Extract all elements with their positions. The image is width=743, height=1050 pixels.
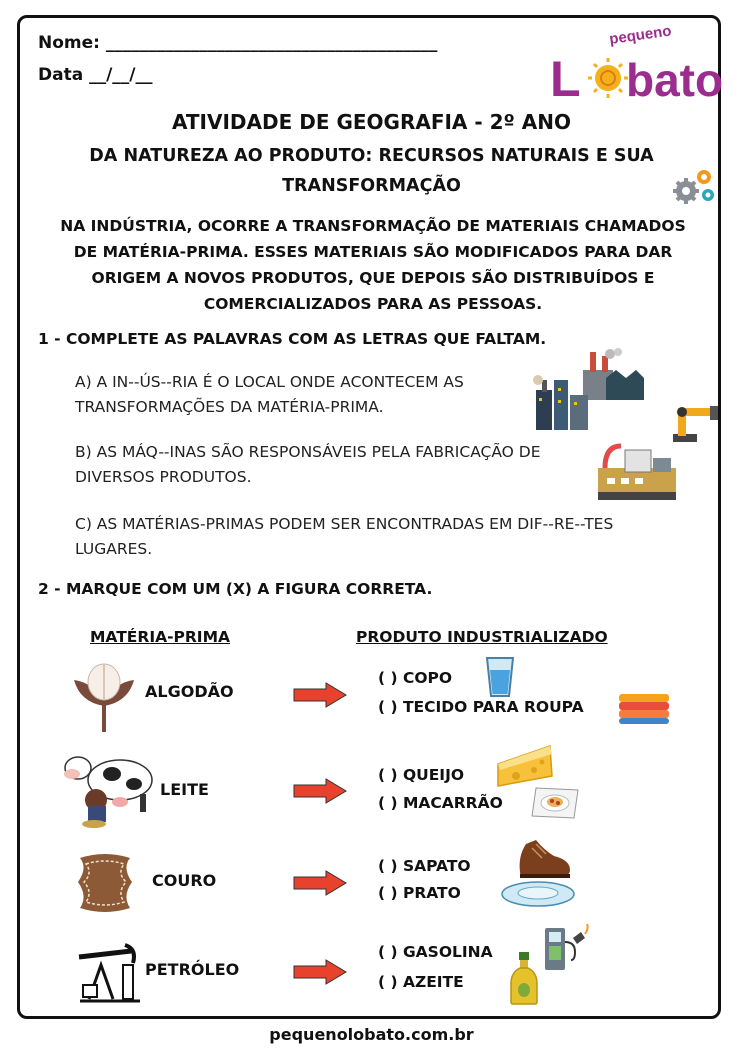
- column-header-product: PRODUTO INDUSTRIALIZADO: [356, 628, 608, 646]
- question1-item-c: [75, 512, 613, 562]
- logo-word-rest: bato: [626, 54, 724, 106]
- intro-line: NA INDÚSTRIA, OCORRE A TRANSFORMAÇÃO DE MATERIAIS CHAMADOS: [60, 217, 686, 235]
- option-plate[interactable]: ( ) PRATO: [378, 884, 461, 902]
- question1-item-a: [75, 370, 464, 420]
- arrow-icon: [292, 778, 348, 804]
- robot-arm-icon: [668, 400, 723, 445]
- factory-icon: [528, 350, 648, 430]
- option-cup[interactable]: ( ) COPO: [378, 669, 453, 687]
- intro-line: ORIGEM A NOVOS PRODUTOS, QUE DEPOIS SÃO DISTRIBUÍDOS E: [91, 269, 655, 287]
- cup-icon: [485, 656, 515, 698]
- fuel-pump-icon: [541, 924, 591, 972]
- item-line: DIVERSOS PRODUTOS.: [75, 468, 252, 486]
- olive-oil-bottle-icon: [507, 950, 541, 1006]
- gears-icon: [672, 167, 722, 207]
- option-fabric[interactable]: ( ) TECIDO PARA ROUPA: [378, 698, 584, 716]
- option-pasta[interactable]: ( ) MACARRÃO: [378, 794, 503, 812]
- item-line: A) A IN--ÚS--RIA É O LOCAL ONDE ACONTECEM AS: [75, 373, 464, 391]
- option-cheese[interactable]: ( ) QUEIJO: [378, 766, 465, 784]
- intro-line: DE MATÉRIA-PRIMA. ESSES MATERIAIS SÃO MODIFICADOS PARA DAR: [73, 243, 673, 261]
- intro-paragraph: [28, 213, 718, 317]
- page-subtitle-line2: TRANSFORMAÇÃO: [282, 176, 461, 196]
- option-shoe[interactable]: ( ) SAPATO: [378, 857, 471, 875]
- intro-line: COMERCIALIZADOS PARA AS PESSOAS.: [203, 295, 543, 313]
- cotton-icon: [70, 660, 140, 735]
- question2-title: 2 - MARQUE COM UM (X) A FIGURA CORRETA.: [38, 580, 433, 598]
- shoe-icon: [514, 834, 574, 880]
- date-field-label: Data __/__/__: [38, 65, 153, 85]
- oil-pump-icon: [75, 935, 145, 1005]
- column-header-raw-material: MATÉRIA-PRIMA: [90, 628, 230, 646]
- arrow-icon: [292, 682, 348, 708]
- name-field-label: Nome: _______________________________________: [38, 33, 438, 53]
- plate-icon: [500, 880, 576, 908]
- sun-icon: [588, 58, 628, 98]
- raw-material-label: LEITE: [160, 780, 209, 799]
- cow-icon: [62, 748, 157, 828]
- item-line: B) AS MÁQ--INAS SÃO RESPONSÁVEIS PELA FABRICAÇÃO DE: [75, 443, 541, 461]
- page-title: ATIVIDADE DE GEOGRAFIA - 2º ANO: [171, 110, 572, 134]
- logo-letter-l: L: [550, 51, 581, 107]
- leather-icon: [70, 848, 140, 918]
- item-line: LUGARES.: [75, 540, 153, 558]
- cheese-icon: [494, 742, 556, 788]
- item-line: TRANSFORMAÇÕES DA MATÉRIA-PRIMA.: [75, 398, 384, 416]
- footer-site[interactable]: pequenolobato.com.br: [269, 1025, 474, 1044]
- arrow-icon: [292, 870, 348, 896]
- pasta-plate-icon: [530, 784, 580, 820]
- option-olive-oil[interactable]: ( ) AZEITE: [378, 973, 464, 991]
- machine-icon: [595, 440, 680, 505]
- arrow-icon: [292, 959, 348, 985]
- raw-material-label: ALGODÃO: [145, 682, 234, 701]
- question1-item-b: [75, 440, 541, 490]
- logo-small-text: pequeno: [608, 22, 673, 48]
- raw-material-label: COURO: [152, 871, 217, 890]
- pequeno-lobato-logo: [548, 22, 724, 107]
- option-gasoline[interactable]: ( ) GASOLINA: [378, 943, 493, 961]
- fabric-stack-icon: [617, 692, 671, 726]
- raw-material-label: PETRÓLEO: [145, 960, 240, 979]
- item-line: C) AS MATÉRIAS-PRIMAS PODEM SER ENCONTRADAS EM DIF--RE--TES: [75, 515, 614, 533]
- page-subtitle-line1: DA NATUREZA AO PRODUTO: RECURSOS NATURAIS E SUA: [89, 146, 654, 166]
- question1-title: 1 - COMPLETE AS PALAVRAS COM AS LETRAS QUE FALTAM.: [38, 330, 547, 348]
